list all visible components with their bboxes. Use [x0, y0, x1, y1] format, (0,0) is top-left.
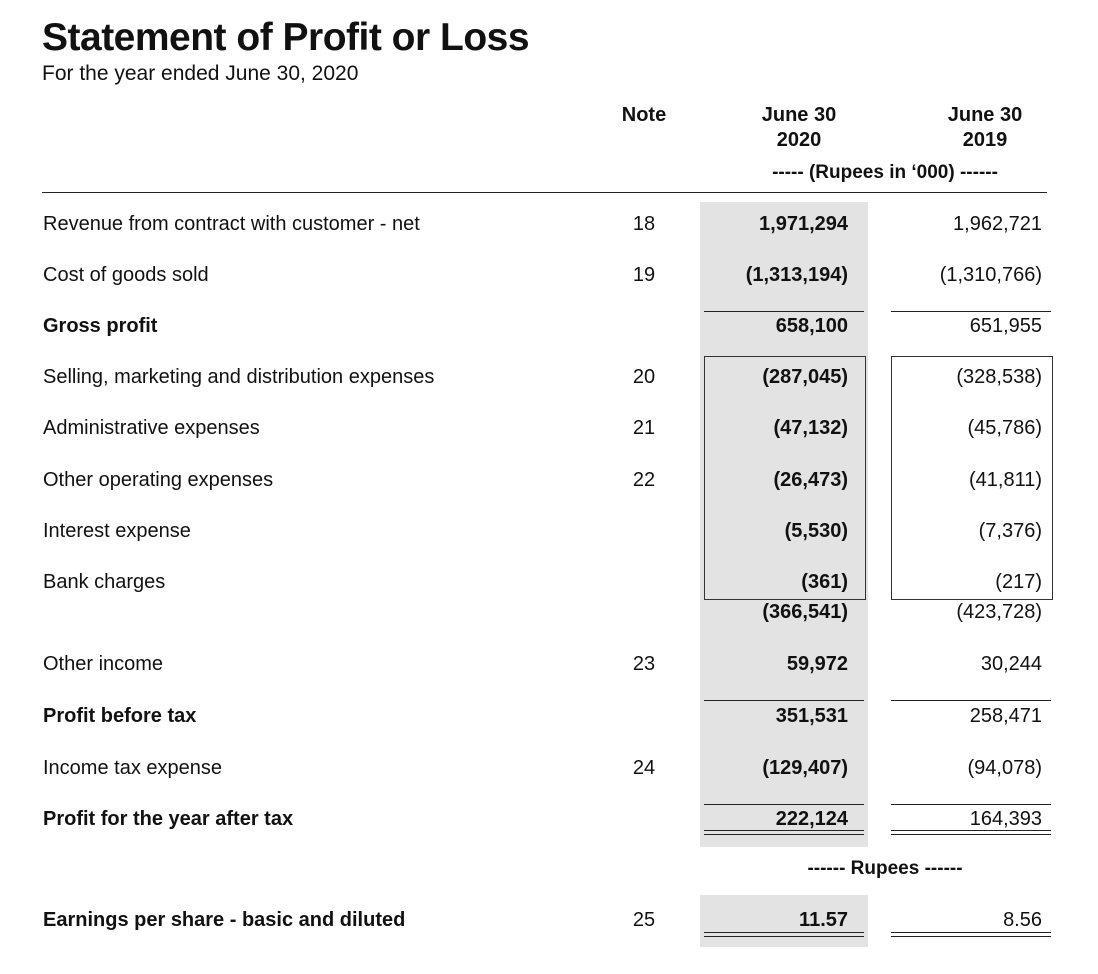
row-label-gross-profit: Gross profit: [43, 315, 158, 337]
row-value-2019-bank-charges: (217): [995, 571, 1042, 593]
row-note-selling-expenses: 20: [632, 366, 656, 388]
note-column-header: Note: [621, 104, 667, 126]
row-note-eps: 25: [632, 909, 656, 931]
statement-title: Statement of Profit or Loss: [42, 16, 530, 59]
row-value-2019-revenue: 1,962,721: [953, 213, 1042, 235]
profit-before-tax-rule-2019: [891, 700, 1051, 701]
profit-before-tax-rule-2020: [704, 700, 864, 701]
column-header-2019: [910, 103, 1060, 153]
eps-double-rule-2019: [891, 932, 1051, 937]
row-label-cost-of-goods-sold: Cost of goods sold: [43, 264, 209, 286]
profit-after-tax-top-rule-2020: [704, 804, 864, 805]
row-note-income-tax-expense: 24: [632, 757, 656, 779]
column-header-2019-line2: 2019: [962, 129, 1008, 151]
row-value-2019-eps: 8.56: [1003, 909, 1042, 931]
gross-profit-rule-2020: [704, 311, 864, 312]
row-value-2020-selling-expenses: (287,045): [762, 366, 848, 388]
profit-after-tax-top-rule-2019: [891, 804, 1051, 805]
row-label-bank-charges: Bank charges: [43, 571, 166, 593]
row-value-2019-administrative-expenses: (45,786): [967, 417, 1042, 439]
row-note-administrative-expenses: 21: [632, 417, 656, 439]
row-value-2020-profit-after-tax: 222,124: [775, 808, 848, 830]
column-header-2020: [724, 103, 874, 153]
column-header-2020-line1: June 30: [761, 104, 837, 126]
row-value-2019-cost-of-goods-sold: (1,310,766): [939, 264, 1042, 286]
row-value-2020-other-operating-expenses: (26,473): [773, 469, 848, 491]
row-label-other-operating-expenses: Other operating expenses: [43, 469, 274, 491]
row-value-2019-profit-after-tax: 164,393: [969, 808, 1042, 830]
row-value-2020-eps: 11.57: [799, 909, 848, 931]
row-note-revenue: 18: [632, 213, 656, 235]
row-label-other-income: Other income: [43, 653, 164, 675]
row-value-2019-selling-expenses: (328,538): [956, 366, 1042, 388]
row-label-profit-after-tax: Profit for the year after tax: [43, 808, 294, 830]
eps-double-rule-2020: [704, 932, 864, 937]
row-value-2019-interest-expense: (7,376): [978, 520, 1042, 542]
row-value-2019-total-expenses: (423,728): [956, 601, 1042, 623]
row-note-other-operating-expenses: 22: [632, 469, 656, 491]
row-label-selling-expenses: Selling, marketing and distribution expenses: [43, 366, 435, 388]
column-header-2020-line2: 2020: [776, 129, 822, 151]
row-value-2019-income-tax-expense: (94,078): [967, 757, 1042, 779]
row-value-2019-gross-profit: 651,955: [969, 315, 1042, 337]
row-label-interest-expense: Interest expense: [43, 520, 191, 542]
row-value-2020-profit-before-tax: 351,531: [775, 705, 848, 727]
row-label-revenue: Revenue from contract with customer - net: [43, 213, 420, 235]
column-header-2019-line1: June 30: [947, 104, 1023, 126]
row-value-2020-interest-expense: (5,530): [784, 520, 848, 542]
row-value-2020-bank-charges: (361): [801, 571, 848, 593]
row-note-other-income: 23: [632, 653, 656, 675]
row-value-2020-other-income: 59,972: [786, 653, 848, 675]
currency-unit-label: ----- (Rupees in ‘000) ------: [772, 162, 998, 183]
row-value-2020-gross-profit: 658,100: [775, 315, 848, 337]
statement-subtitle: For the year ended June 30, 2020: [42, 62, 359, 85]
row-value-2020-administrative-expenses: (47,132): [773, 417, 848, 439]
row-value-2020-income-tax-expense: (129,407): [762, 757, 848, 779]
row-label-eps: Earnings per share - basic and diluted: [43, 909, 406, 931]
row-label-administrative-expenses: Administrative expenses: [43, 417, 260, 439]
gross-profit-rule-2019: [891, 311, 1051, 312]
row-value-2020-total-expenses: (366,541): [762, 601, 848, 623]
header-divider: [42, 192, 1047, 193]
eps-unit-label: ------ Rupees ------: [807, 858, 963, 879]
row-value-2020-revenue: 1,971,294: [759, 213, 848, 235]
row-value-2020-cost-of-goods-sold: (1,313,194): [745, 264, 848, 286]
row-value-2019-profit-before-tax: 258,471: [969, 705, 1042, 727]
row-label-profit-before-tax: Profit before tax: [43, 705, 197, 727]
row-value-2019-other-operating-expenses: (41,811): [968, 469, 1042, 491]
row-value-2019-other-income: 30,244: [980, 653, 1042, 675]
row-label-income-tax-expense: Income tax expense: [43, 757, 222, 779]
row-note-cost-of-goods-sold: 19: [632, 264, 656, 286]
